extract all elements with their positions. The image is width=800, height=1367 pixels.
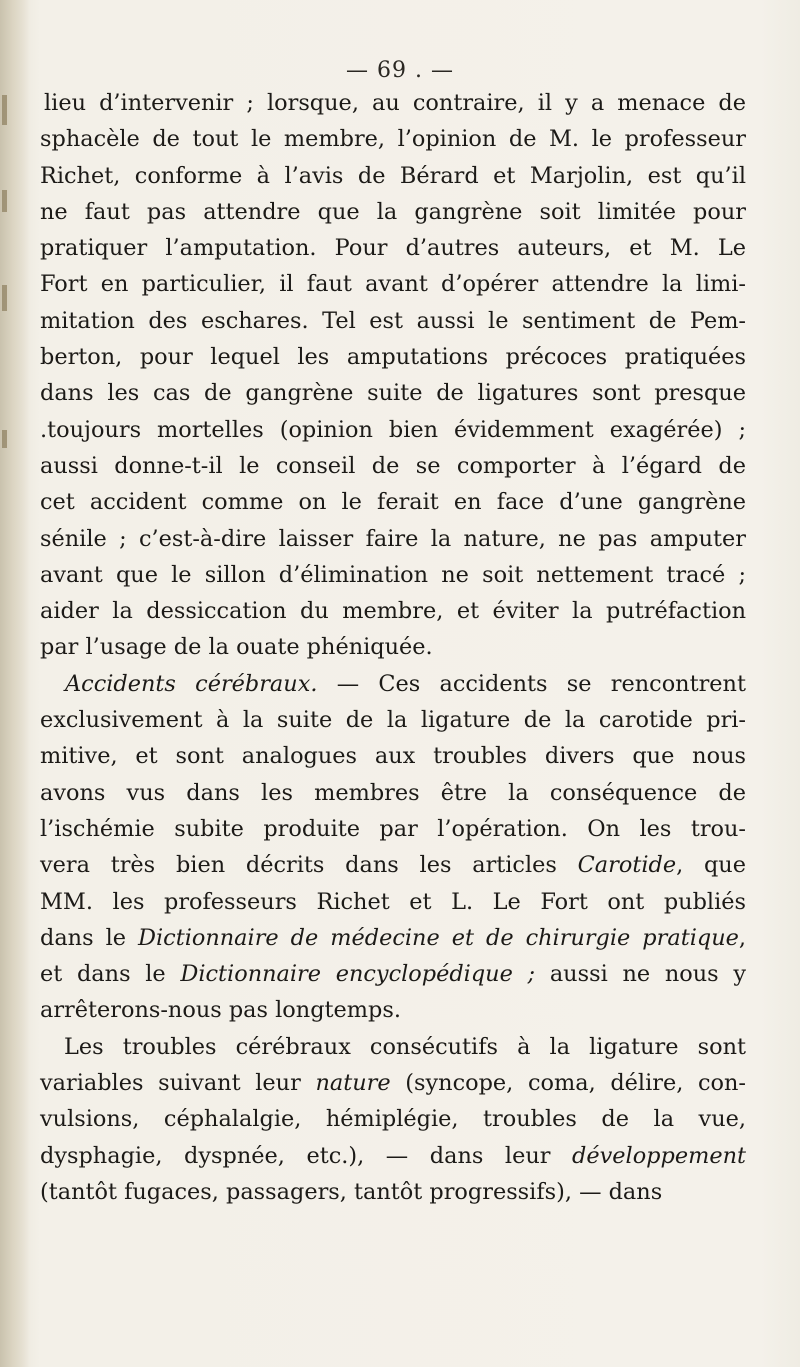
italic-text: Dictionnaire de médecine et de chirurgie pratique bbox=[138, 924, 739, 951]
text-run: MM. les professeurs Richet et L. Le Fort ont publiés bbox=[40, 888, 746, 915]
text-line bbox=[40, 847, 746, 883]
italic-text: développement bbox=[572, 1142, 746, 1169]
text-run: aussi ne nous y bbox=[535, 961, 747, 988]
text-line bbox=[40, 956, 746, 992]
page-edge-mark bbox=[2, 190, 7, 212]
text-run: aussi donne-t-il le conseil de se comporter à l’égard de bbox=[40, 452, 746, 479]
text-run: avons vus dans les membres être la conséquence de bbox=[40, 779, 746, 806]
text-run: ne faut pas attendre que la gangrène soit limitée pour bbox=[40, 198, 746, 225]
page-edge-mark bbox=[2, 430, 7, 448]
text-run: , bbox=[738, 924, 746, 951]
page-edge-mark bbox=[2, 285, 7, 311]
paragraph bbox=[40, 1029, 746, 1210]
text-line bbox=[40, 1065, 746, 1101]
text-run: , que bbox=[676, 852, 746, 879]
text-line bbox=[40, 1101, 746, 1137]
text-run: cet accident comme on le ferait en face d’une gangrène bbox=[40, 489, 746, 516]
text-line bbox=[40, 339, 746, 375]
text-run: vera très bien décrits dans les articles bbox=[40, 852, 578, 879]
paragraph bbox=[40, 85, 746, 666]
text-run: sénile ; c’est-à-dire laisser faire la nature, ne pas amputer bbox=[40, 525, 746, 552]
text-run: par l’usage de la ouate phéniquée. bbox=[40, 634, 433, 661]
text-run: Fort en particulier, il faut avant d’opérer attendre la limi- bbox=[40, 271, 746, 298]
text-line bbox=[40, 738, 746, 774]
text-run: (tantôt fugaces, passagers, tantôt progressifs), — dans bbox=[40, 1178, 663, 1205]
text-line bbox=[40, 303, 746, 339]
text-run: dans le bbox=[40, 924, 139, 951]
text-run: et dans le bbox=[40, 961, 181, 988]
italic-text: Dictionnaire encyclopédique ; bbox=[180, 961, 536, 988]
text-run: — Ces accidents se rencontrent bbox=[317, 670, 746, 697]
text-run: aider la dessiccation du membre, et éviter la putréfaction bbox=[40, 598, 746, 625]
text-run: Les troubles cérébraux consécutifs à la ligature sont bbox=[64, 1033, 746, 1060]
page-edge-mark bbox=[2, 95, 7, 125]
text-run: vulsions, céphalalgie, hémiplégie, troubles de la vue, bbox=[40, 1106, 746, 1133]
text-run: .toujours mortelles (opinion bien évidemment exagérée) ; bbox=[40, 416, 746, 443]
text-run: (syncope, coma, délire, con- bbox=[390, 1070, 746, 1097]
text-run: mitive, et sont analogues aux troubles divers que nous bbox=[40, 743, 746, 770]
text-run: dysphagie, dyspnée, etc.), — dans leur bbox=[40, 1142, 573, 1169]
text-line bbox=[40, 992, 746, 1028]
italic-text: Carotide bbox=[577, 852, 677, 879]
text-line bbox=[40, 702, 746, 738]
text-line bbox=[40, 521, 746, 557]
text-line bbox=[40, 121, 746, 157]
text-run: lieu d’intervenir ; lorsque, au contraire, il y a menace de bbox=[44, 90, 746, 116]
text-line bbox=[40, 920, 746, 956]
text-line bbox=[40, 1174, 746, 1210]
body-text bbox=[40, 85, 746, 1210]
text-run: avant que le sillon d’élimination ne soit nettement tracé ; bbox=[40, 561, 746, 588]
text-run: pratiquer l’amputation. Pour d’autres auteurs, et M. Le bbox=[40, 235, 746, 262]
text-run: mitation des eschares. Tel est aussi le sentiment de Pem- bbox=[40, 307, 746, 334]
text-run: dans les cas de gangrène suite de ligatures sont presque bbox=[40, 380, 746, 407]
text-line bbox=[40, 230, 746, 266]
text-line bbox=[40, 884, 746, 920]
text-line bbox=[40, 593, 746, 629]
text-run: exclusivement à la suite de la ligature de la carotide pri- bbox=[40, 707, 746, 734]
text-line bbox=[40, 1138, 746, 1174]
text-line bbox=[40, 266, 746, 302]
text-line bbox=[40, 775, 746, 811]
text-line bbox=[40, 158, 746, 194]
text-line bbox=[40, 85, 746, 121]
text-line bbox=[40, 375, 746, 411]
text-line bbox=[40, 1029, 746, 1065]
text-run: arrêterons-nous pas longtemps. bbox=[40, 997, 401, 1024]
text-run: l’ischémie subite produite par l’opération. On les trou- bbox=[40, 815, 746, 842]
text-line bbox=[40, 448, 746, 484]
italic-text: nature bbox=[315, 1070, 391, 1097]
text-line bbox=[40, 811, 746, 847]
paragraph bbox=[40, 666, 746, 1029]
text-run: Richet, conforme à l’avis de Bérard et Marjolin, est qu’il bbox=[40, 162, 746, 189]
text-line bbox=[40, 484, 746, 520]
italic-text: Accidents cérébraux. bbox=[65, 670, 318, 697]
text-line bbox=[40, 194, 746, 230]
text-line bbox=[40, 412, 746, 448]
text-run: berton, pour lequel les amputations précoces pratiquées bbox=[40, 344, 746, 371]
text-run: variables suivant leur bbox=[40, 1070, 316, 1097]
page-header-number: — 69 . — bbox=[346, 58, 454, 83]
text-run: sphacèle de tout le membre, l’opinion de M. le professeur bbox=[40, 126, 746, 153]
text-line bbox=[40, 629, 746, 665]
text-line bbox=[40, 557, 746, 593]
text-line bbox=[40, 666, 746, 702]
